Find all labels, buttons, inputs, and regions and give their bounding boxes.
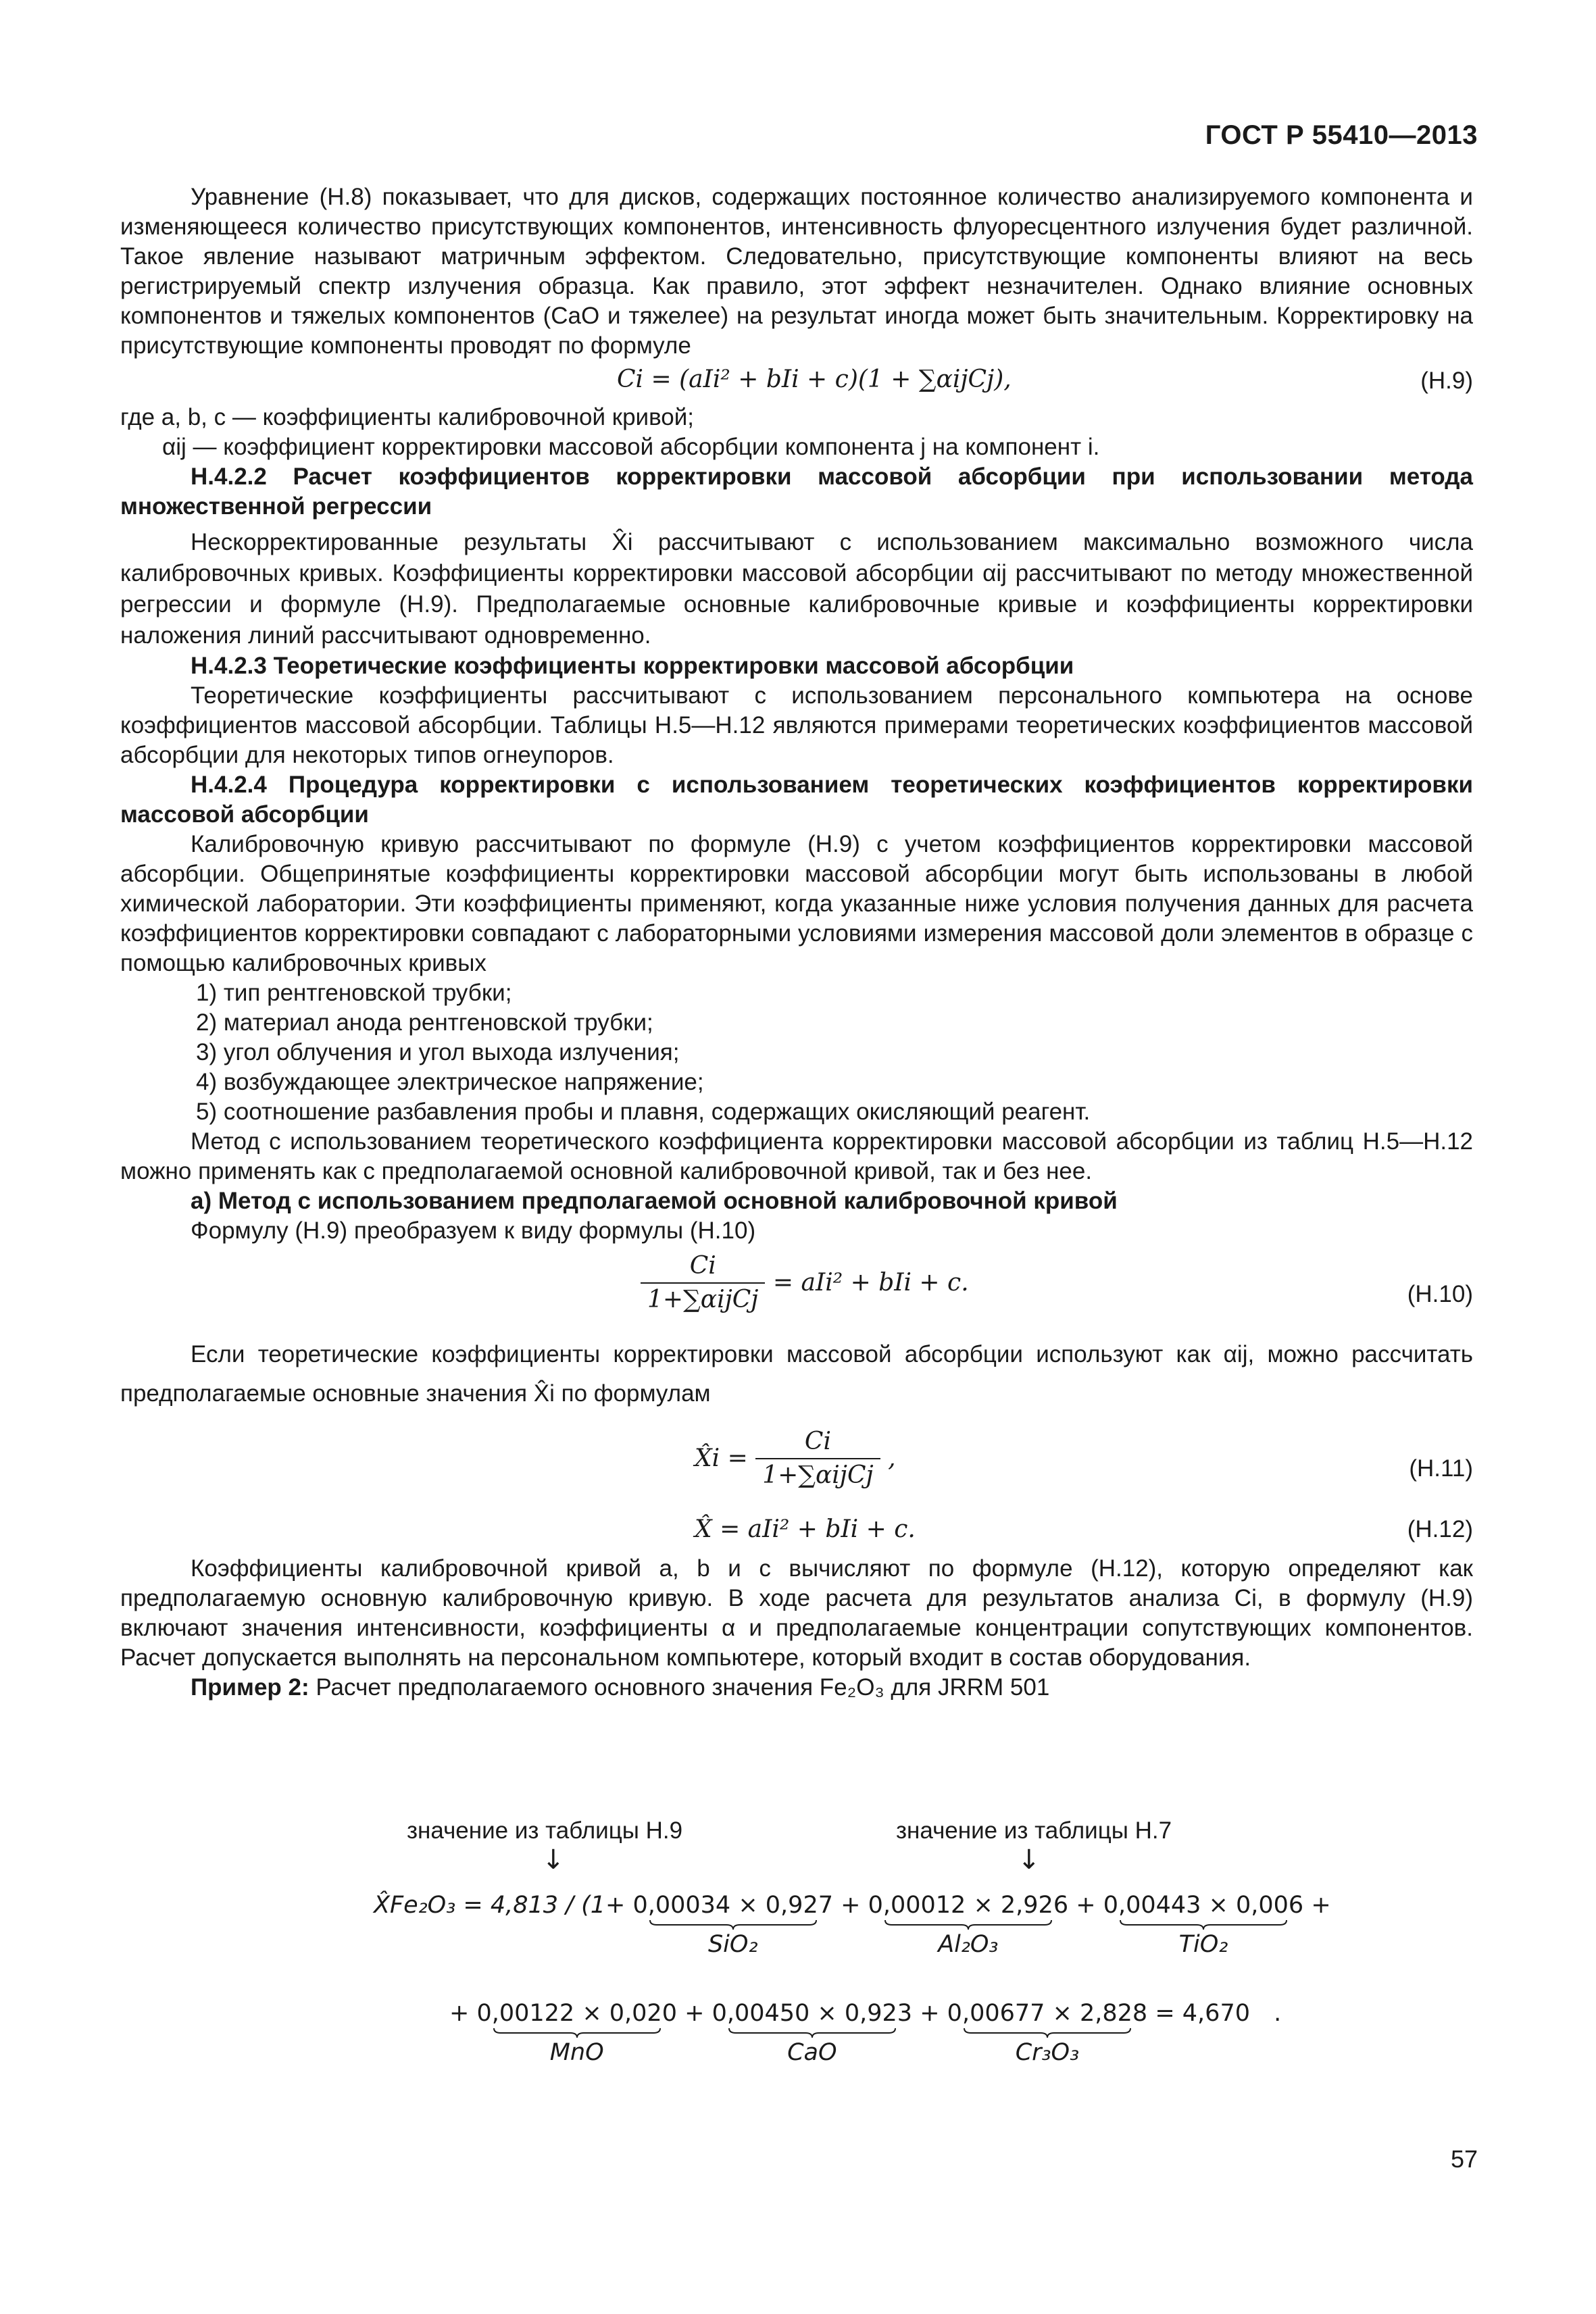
example-description: Расчет предполагаемого основного значения Fe₂O₃ для JRRM 501	[316, 1674, 1050, 1701]
list-item: 3) угол облучения и угол выхода излучения;	[196, 1039, 680, 1065]
term-tio2	[1103, 1892, 1304, 1958]
equation-h11-expression	[695, 1427, 896, 1490]
term-label: Cr₃O₃	[1015, 2039, 1080, 2066]
arrow-down-icon: ↓	[542, 1844, 565, 1876]
equation-h10-numerator: Ci	[641, 1251, 765, 1284]
term-cr3o3	[947, 2000, 1148, 2066]
equation-h10-fraction	[641, 1251, 765, 1315]
term-label: TiO₂	[1178, 1931, 1228, 1958]
list-item: 5) соотношение разбавления пробы и плавня, содержащих окисляющий реагент.	[196, 1099, 1091, 1125]
document-code: ГОСТ Р 55410—2013	[1205, 120, 1478, 150]
paragraph-transform: Формулу (Н.9) преобразуем к виду формулы (Н.10)	[191, 1217, 756, 1244]
example-label: Пример 2:	[191, 1674, 309, 1701]
calc-lhs: X̂Fe₂O₃ = 4,813 / (1+	[374, 1892, 626, 1919]
term-value: 0,00012 × 2,926	[868, 1892, 1069, 1919]
equation-h11-tail: ,	[888, 1444, 896, 1472]
term-value: 0,00122 × 0,020	[476, 2000, 677, 2027]
paragraph-calibration-coefficients: Коэффициенты калибровочной кривой a, b и c вычисляют по формуле (Н.12), которую определяют как предполагаемую основную калибровочную кривую. В ходе расчета для результатов анализа Ci, в формулу (Н.9) включают значения интенсивности, коэффициенты α и предполагаемые концентрации сопутствующих компонентов. Расчет допускается выполнять на персональном компьютере, который входит в состав оборудования.	[120, 1555, 1473, 1671]
equation-h9-text: Ci = (aIi² + bIi + c)(1 + ∑αijCj),	[617, 366, 1012, 393]
equation-h12-text: X̂ = aIi² + bIi + c.	[695, 1515, 916, 1543]
term-value: 0,00450 × 0,923	[712, 2000, 913, 2027]
term-mno	[476, 2000, 677, 2066]
alpha-definition: αij — коэффициент корректировки массовой абсорбции компонента j на компонент i.	[162, 434, 1100, 460]
paragraph-theoretical-coefficients: Теоретические коэффициенты рассчитывают с использованием персонального компьютера на основе коэффициентов массовой абсорбции. Таблицы Н.5—Н.12 являются примерами теоретических коэффициентов массовой абсорбции для некоторых типов огнеупоров.	[120, 682, 1473, 768]
equation-h12	[120, 1509, 1473, 1554]
list-item: 1) тип рентгеновской трубки;	[196, 980, 512, 1006]
where-coefficients: где a, b, c — коэффициенты калибровочной кривой;	[120, 404, 695, 430]
plus-sign: +	[684, 2000, 712, 2027]
plus-sign: +	[920, 2000, 947, 2027]
term-label: SiO₂	[707, 1931, 758, 1958]
equation-h11-fraction	[755, 1427, 880, 1490]
example-heading	[120, 1673, 1473, 1703]
paragraph-method-applicability: Метод с использованием теоретического коэффициента корректировки массовой абсорбции из таблиц Н.5—Н.12 можно применять как с предполагаемой основной калибровочной кривой, так и без нее.	[120, 1128, 1473, 1184]
paragraph-multiple-regression: Нескорректированные результаты X̂i рассчитывают с использованием максимально возможного числа калибровочных кривых. Коэффициенты корректировки массовой абсорбции αij рассчитывают по методу множественной регрессии и формуле (Н.9). Предполагаемые основные калибровочные кривые и коэффициенты корректировки наложения линий рассчитывают одновременно.	[120, 529, 1473, 649]
term-value: 0,00677 × 2,828	[947, 2000, 1148, 2027]
equation-h11-lhs: X̂i =	[695, 1444, 748, 1472]
paragraph-calibration-procedure: Калибровочную кривую рассчитывают по формуле (Н.9) с учетом коэффициентов корректировки массовой абсорбции. Общепринятые коэффициенты корректировки массовой абсорбции могут быть использованы в любой химической лаборатории. Эти коэффициенты применяют, когда указанные ниже условия получения данных для расчета коэффициентов корректировки совпадают с лабораторными условиями измерения массовой доли элементов в образце с помощью калибровочных кривых	[120, 831, 1473, 976]
equation-h10-rhs: = aIi² + bIi + c.	[772, 1269, 969, 1297]
equation-h12-number: (Н.12)	[1407, 1516, 1473, 1542]
conditions-list	[120, 978, 1473, 1127]
note-table-h9: значение из таблицы Н.9	[407, 1817, 683, 1844]
plus-sign: +	[841, 1892, 868, 1919]
equation-h11-numerator: Ci	[755, 1427, 880, 1459]
equation-h10-number: (Н.10)	[1407, 1281, 1473, 1307]
plus-sign: +	[1311, 1892, 1331, 1919]
equation-h10-denominator: 1+∑αijCj	[647, 1286, 759, 1313]
calc-line-1	[374, 1892, 1331, 1958]
paragraph-matrix-effect: Уравнение (Н.8) показывает, что для дисков, содержащих постоянное количество анализируемого компонента и изменяющееся количество присутствующих компонентов, интенсивность флуоресцентного излучения будет различной. Такое явление называют матричным эффектом. Следовательно, присутствующие компоненты влияют на весь регистрируемый спектр излучения образца. Как правило, этот эффект незначителен. Однако влияние основных компонентов и тяжелых компонентов (CaO и тяжелее) на результат иногда может быть значительным. Корректировку на присутствующие компоненты проводят по формуле	[120, 184, 1473, 359]
equation-h9-number: (Н.9)	[1420, 368, 1473, 394]
paragraph-estimated-values: Если теоретические коэффициенты корректировки массовой абсорбции используют как αij, можно рассчитать предполагаемые основные значения X̂i по формулам	[120, 1341, 1473, 1407]
example-calculation	[120, 1817, 1473, 2108]
equation-h11-number: (Н.11)	[1409, 1455, 1473, 1482]
main-text	[120, 182, 1473, 1703]
section-heading-h424: Н.4.2.4 Процедура корректировки с использованием теоретических коэффициентов корректировки массовой абсорбции	[120, 772, 1473, 828]
plus-sign: +	[449, 2000, 477, 2027]
section-heading-h423: Н.4.2.3 Теоретические коэффициенты корректировки массовой абсорбции	[191, 653, 1074, 679]
underbrace-icon	[963, 2027, 1132, 2039]
plus-sign: +	[1076, 1892, 1103, 1919]
note-table-h7: значение из таблицы Н.7	[896, 1817, 1172, 1844]
calc-result: = 4,670	[1155, 2000, 1250, 2027]
equation-h9	[120, 361, 1473, 403]
arrow-down-icon: ↓	[1018, 1844, 1041, 1876]
term-label: Al₂O₃	[938, 1931, 999, 1958]
term-label: MnO	[549, 2039, 604, 2066]
term-value: 0,00443 × 0,006	[1103, 1892, 1304, 1919]
term-sio2	[632, 1892, 833, 1958]
term-value: 0,00034 × 0,927	[632, 1892, 833, 1919]
calc-end-mark: .	[1274, 2000, 1282, 2027]
equation-h11	[120, 1427, 1473, 1503]
calc-line-2	[449, 2000, 1281, 2066]
list-item: 4) возбуждающее электрическое напряжение;	[196, 1069, 704, 1095]
underbrace-icon	[649, 1919, 818, 1931]
term-al2o3	[868, 1892, 1069, 1958]
equation-h11-denominator: 1+∑αijCj	[762, 1461, 874, 1489]
page-number: 57	[1450, 2145, 1478, 2173]
equation-h10-expression	[641, 1251, 969, 1315]
term-cao	[712, 2000, 913, 2066]
section-heading-h422: Н.4.2.2 Расчет коэффициентов корректировки массовой абсорбции при использовании метода множественной регрессии	[120, 463, 1473, 520]
list-item: 2) материал анода рентгеновской трубки;	[196, 1009, 653, 1036]
underbrace-icon	[728, 2027, 897, 2039]
underbrace-icon	[884, 1919, 1053, 1931]
term-label: CaO	[787, 2039, 837, 2066]
underbrace-icon	[493, 2027, 662, 2039]
section-heading-method-a: а) Метод с использованием предполагаемой основной калибровочной кривой	[191, 1188, 1118, 1214]
equation-h10	[120, 1251, 1473, 1322]
underbrace-icon	[1119, 1919, 1288, 1931]
